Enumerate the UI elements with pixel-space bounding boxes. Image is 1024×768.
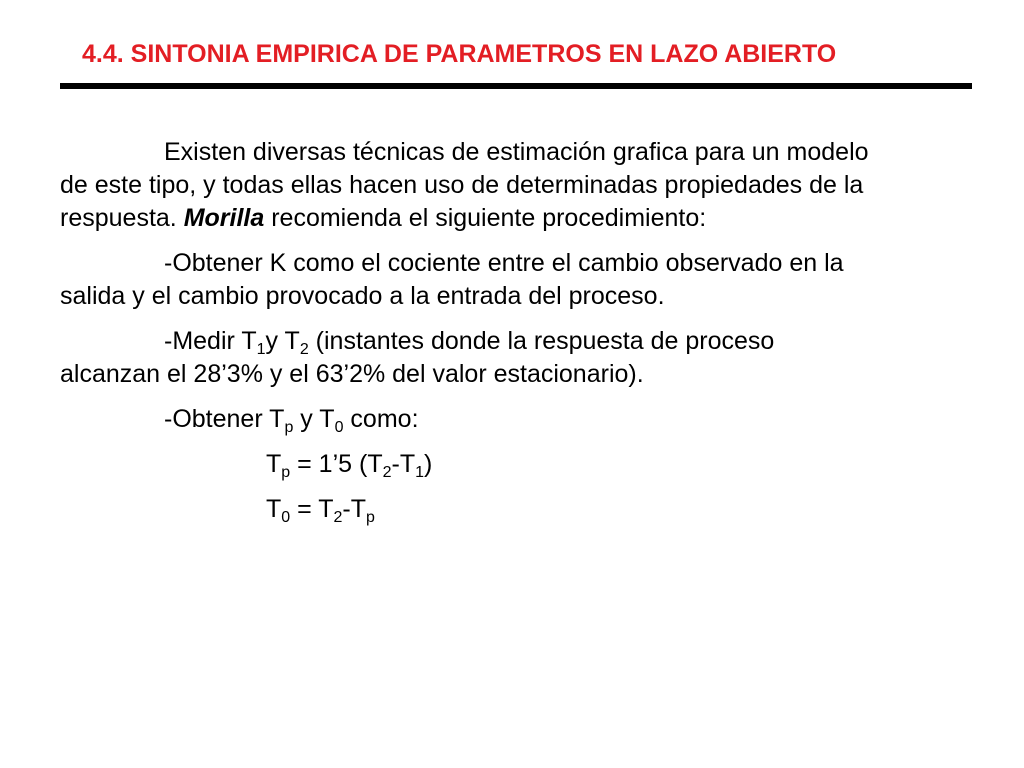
formula-tp (60, 448, 980, 481)
formula-tp-dash: - (391, 450, 400, 478)
step-tp-line (60, 405, 419, 436)
formula-t0-lhs-sub: 0 (281, 509, 291, 526)
formula-tp-t1: T (399, 450, 416, 478)
intro-line-2: de este tipo, y todas ellas hacen uso de determinadas propiedades de la (60, 171, 864, 199)
formula-t0-lhs: T (266, 495, 282, 523)
formula-tp-lhs-sub: p (281, 464, 291, 481)
formula-t0-tp: T (350, 495, 367, 523)
title-underline (60, 83, 972, 89)
formula-tp-t2: T (367, 450, 383, 478)
step-t1t2-paragraph (60, 325, 980, 391)
formula-t0-line (60, 495, 375, 526)
step-tp-paragraph (60, 403, 980, 436)
step-t1t2-rest: (instantes donde la respuesta de proceso (308, 327, 775, 355)
author-name: Morilla (183, 204, 265, 232)
step-k-paragraph (60, 247, 980, 313)
formula-t0-mid: = (290, 495, 319, 523)
step-tp-prefix: -Obtener (164, 405, 270, 433)
intro-line-3-end: recomienda el siguiente procedimiento: (264, 204, 707, 232)
t2-subscript: 2 (299, 341, 309, 358)
slide-title: 4.4. SINTONIA EMPIRICA DE PARAMETROS EN LAZO ABIERTO (82, 40, 837, 68)
tp-subscript: p (284, 419, 294, 436)
formula-t0-t2: T (318, 495, 334, 523)
step-tp-suffix: como: (343, 405, 419, 433)
step-t1t2-prefix: -Medir (164, 327, 242, 355)
formula-t0-t2-sub: 2 (333, 509, 343, 526)
formula-tp-t1-sub: 1 (415, 464, 425, 481)
formula-t0 (60, 493, 980, 526)
t0-subscript: 0 (334, 419, 344, 436)
step-t1t2-y: y (265, 327, 285, 355)
step-t1t2-line-1 (60, 327, 775, 358)
slide-body (60, 136, 980, 526)
formula-tp-t2-sub: 2 (382, 464, 392, 481)
formula-tp-lhs: T (266, 450, 282, 478)
t0-symbol: T (319, 405, 335, 433)
formula-t0-dash: - (342, 495, 351, 523)
t1-symbol: T (241, 327, 257, 355)
intro-line-1: Existen diversas técnicas de estimación grafica para un modelo (164, 138, 869, 166)
step-t1t2-line-2: alcanzan el 28’3% y el 63’2% del valor estacionario). (60, 360, 644, 388)
formula-tp-line (60, 450, 433, 481)
step-tp-y: y (293, 405, 320, 433)
step-k-line-2: salida y el cambio provocado a la entrada del proceso. (60, 282, 665, 310)
step-k-line-1: -Obtener K como el cociente entre el cambio observado en la (164, 249, 844, 277)
intro-line-3-start: respuesta. (60, 204, 184, 232)
intro-paragraph (60, 136, 980, 235)
formula-tp-end: ) (424, 450, 433, 478)
t2-symbol: T (284, 327, 300, 355)
t1-subscript: 1 (256, 341, 266, 358)
tp-symbol: T (269, 405, 285, 433)
formula-tp-mid: = 1’5 ( (290, 450, 368, 478)
formula-t0-tp-sub: p (366, 509, 375, 526)
